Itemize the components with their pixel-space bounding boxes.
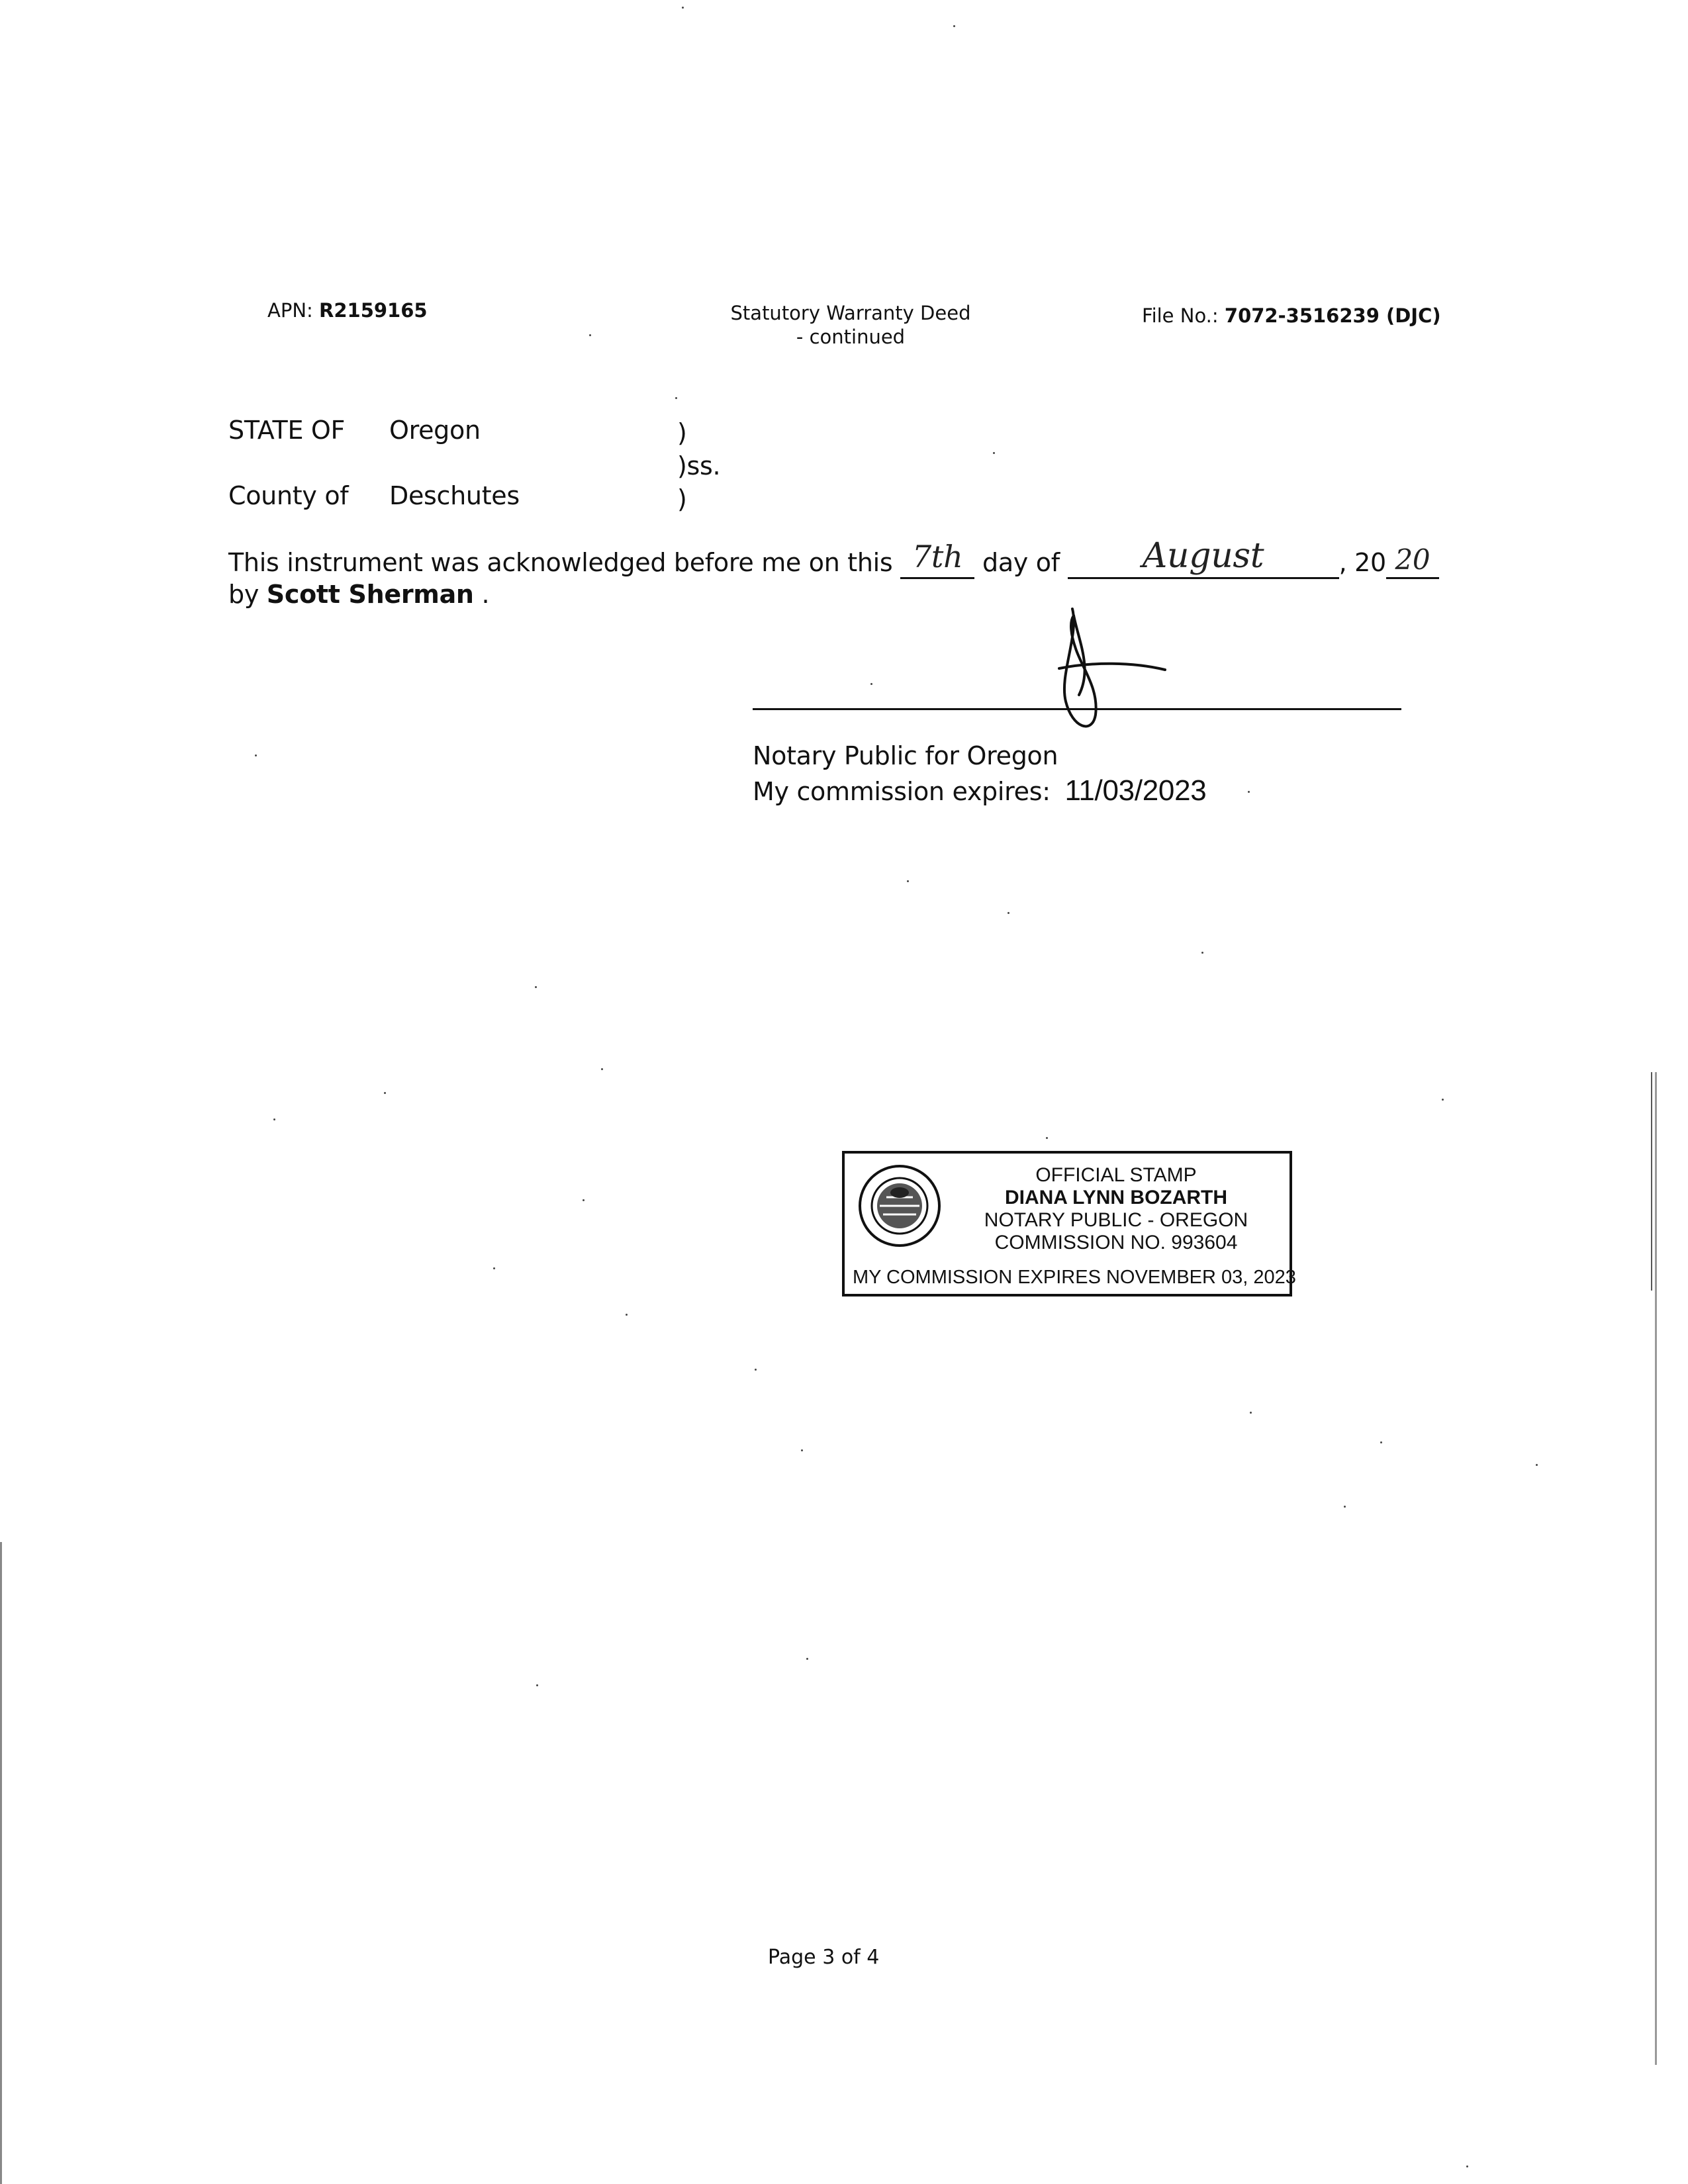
- scan-speck: [1466, 2165, 1468, 2167]
- apn-label: APN:: [267, 299, 313, 322]
- scan-speck: [493, 1267, 495, 1269]
- month-blank: [1068, 536, 1339, 579]
- acknowledgment-text: This instrument was acknowledged before me on this: [228, 548, 893, 577]
- day-handwritten: 7th: [912, 539, 963, 574]
- acknowledgment-line: [228, 536, 1439, 579]
- signature-line: [753, 708, 1401, 710]
- stamp-line-commission: COMMISSION NO. 993604: [994, 1232, 1238, 1253]
- apn: [267, 299, 428, 322]
- document-title: [715, 301, 986, 349]
- state-value: Oregon: [389, 416, 481, 445]
- scan-edge-right-inner: [1651, 1072, 1652, 1291]
- scan-speck: [870, 683, 872, 685]
- notary-title: Notary Public for Oregon: [753, 741, 1058, 770]
- scan-speck: [1536, 1464, 1538, 1466]
- scan-speck: [682, 7, 684, 9]
- scan-speck: [993, 452, 995, 454]
- year-blank: [1386, 543, 1439, 579]
- apn-value: R2159165: [319, 299, 428, 322]
- scan-speck: [535, 986, 537, 988]
- scan-speck: [1442, 1099, 1444, 1101]
- scan-speck: [1344, 1506, 1346, 1508]
- scan-edge-right: [1655, 1072, 1657, 2065]
- scan-speck: [626, 1314, 628, 1316]
- scan-speck: [907, 880, 909, 882]
- year-handwritten: 20: [1395, 543, 1430, 576]
- scan-edge-left: [0, 1542, 2, 2184]
- scan-speck: [1201, 952, 1203, 954]
- scan-speck: [583, 1199, 585, 1201]
- by-text: by: [228, 580, 259, 609]
- scan-speck: [589, 334, 591, 336]
- paren-bottom: ): [677, 484, 687, 514]
- paren-top: ): [677, 418, 687, 447]
- file-label: File No.:: [1142, 304, 1219, 327]
- file-value: 7072-3516239 (DJC): [1224, 304, 1441, 327]
- year-prefix: , 20: [1338, 548, 1386, 577]
- file-number: [1142, 304, 1441, 327]
- commission-label: My commission expires:: [753, 777, 1051, 806]
- stamp-lines: [944, 1164, 1288, 1254]
- county-value: Deschutes: [389, 481, 520, 510]
- commission-line: [753, 774, 1206, 807]
- scan-speck: [536, 1684, 538, 1686]
- notary-signature: [1033, 596, 1185, 748]
- stamp-line-official: OFFICIAL STAMP: [1035, 1164, 1197, 1186]
- stamp-line-name: DIANA LYNN BOZARTH: [1004, 1187, 1228, 1208]
- scan-speck: [953, 25, 955, 27]
- page-number: [768, 1946, 879, 1969]
- day-blank: [900, 539, 974, 579]
- scan-speck: [1008, 912, 1009, 914]
- scan-speck: [255, 754, 257, 756]
- state-label: STATE OF: [228, 416, 346, 445]
- scan-speck: [1248, 791, 1250, 793]
- document-title-main: Statutory Warranty Deed: [730, 302, 971, 324]
- scan-speck: [384, 1092, 386, 1094]
- scan-speck: [675, 397, 677, 399]
- scan-speck: [755, 1369, 757, 1371]
- signer-name: Scott Sherman: [266, 580, 474, 609]
- official-stamp: [842, 1151, 1296, 1297]
- scan-speck: [601, 1068, 603, 1070]
- ss-mark: )ss.: [677, 451, 721, 480]
- day-of-text: day of: [982, 548, 1060, 577]
- page-total: 4: [867, 1946, 880, 1969]
- scan-speck: [801, 1449, 803, 1451]
- stamp-line-notary: NOTARY PUBLIC - OREGON: [984, 1209, 1248, 1231]
- scan-speck: [1250, 1412, 1252, 1414]
- signer-period: .: [481, 580, 490, 609]
- oregon-seal-icon: [857, 1163, 943, 1249]
- county-label: County of: [228, 481, 349, 510]
- commission-date: 11/03/2023: [1064, 774, 1207, 807]
- scan-speck: [273, 1118, 275, 1120]
- signer-line: [228, 580, 489, 609]
- scan-speck: [1380, 1441, 1382, 1443]
- scan-speck: [1046, 1137, 1048, 1139]
- page-current: 3: [822, 1946, 835, 1969]
- scan-speck: [806, 1658, 808, 1660]
- page-of: of: [841, 1946, 861, 1969]
- page-label: Page: [768, 1946, 816, 1969]
- stamp-line-expires: MY COMMISSION EXPIRES NOVEMBER 03, 2023: [853, 1267, 1296, 1288]
- month-handwritten: August: [1142, 536, 1264, 576]
- document-title-sub: - continued: [796, 326, 906, 348]
